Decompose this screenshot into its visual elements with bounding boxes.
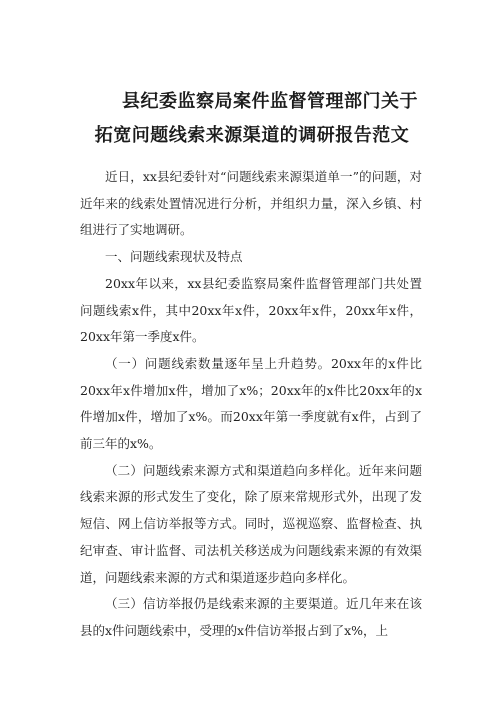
- paragraph-point-2: （二）问题线索来源方式和渠道趋向多样化。近年来问题线索来源的形式发生了变化，除了原来常规形式外，出现了发短信、网上信访举报等方式。同时，巡视巡察、监督检查、执纪审查、审计监督、司法机关移送成为问题线索来源的有效渠道，问题线索来源的方式和渠道逐步趋向多样化。: [80, 462, 422, 585]
- section-heading-1: 一、问题线索现状及特点: [105, 249, 243, 265]
- paragraph-point-1: （一）问题线索数量逐年呈上升趋势。20xx年的x件比20xx年x件增加x件，增加了x%；20xx年的x件比20xx年的x件增加x件，增加了x%。而20xx年第一季度就有x件，占到了前三年的x%。: [80, 355, 422, 452]
- paragraph-intro: 近日，xx县纪委针对“问题线索来源渠道单一”的问题，对近年来的线索处置情况进行分析，并组织力量，深入乡镇、村组进行了实地调研。: [80, 169, 422, 238]
- paragraph-point-3: （三）信访举报仍是线索来源的主要渠道。近几年来在该县的x件问题线索中，受理的x件信访举报占到了x%，上: [80, 596, 422, 638]
- document-title-line-1: 县纪委监察局案件监督管理部门关于: [122, 91, 418, 112]
- paragraph-overview: 20xx年以来，xx县纪委监察局案件监督管理部门共处置问题线索x件，其中20xx年x件，20xx年x件，20xx年x件，20xx年第一季度x件。: [80, 275, 422, 345]
- document-body: [80, 164, 422, 645]
- document-title-line-2: 拓宽问题线索来源渠道的调研报告范文: [94, 125, 410, 146]
